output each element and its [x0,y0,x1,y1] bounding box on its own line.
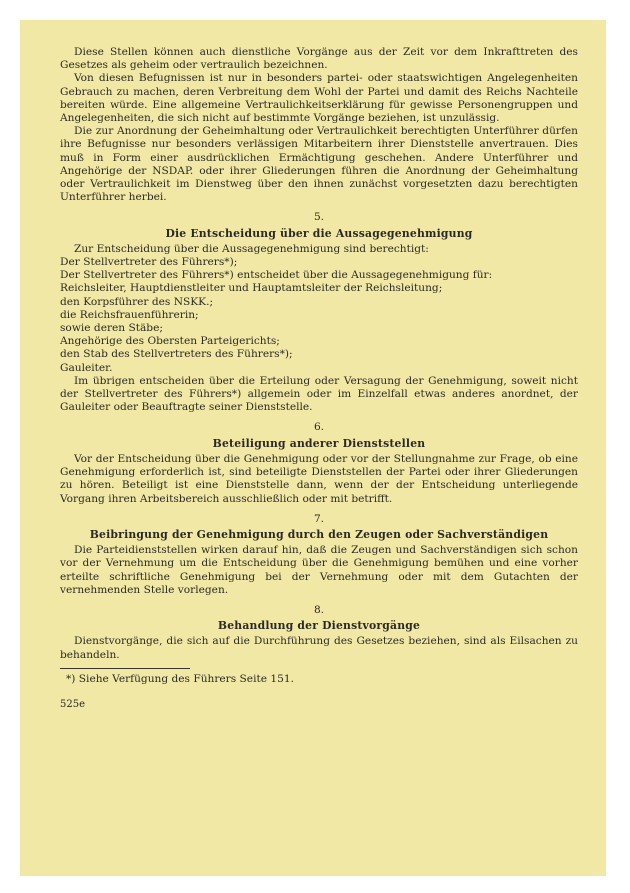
section-7-text: Die Parteidienststellen wirken darauf hin, daß die Zeugen und Sachverständigen sich schon vor der Vernehmung um die Entscheidung über die Genehmigung bemühen und eine vorher erteilte schriftliche Genehmigung bei der Vernehmung oder mit dem Gutachten der vernehmenden Stelle vorlegen. [60,544,578,596]
section-5-closing: Im übrigen entscheiden über die Erteilung oder Versagung der Genehmigung, soweit nicht der Stellvertreter des Führers*) allgemein oder im Einzelfall etwas anderes anordnet, der Gauleiter oder Beauftragte seiner Dienststelle. [60,374,578,414]
section-5-line: Angehörige des Obersten Parteigerichts; [60,335,280,348]
page-number: 525e [60,698,86,710]
section-5-line: Der Stellvertreter des Führers*); [60,256,238,269]
section-7-number: 7. [313,512,325,525]
section-5-line: sowie deren Stäbe; [60,322,163,335]
footnote-divider [60,668,190,669]
section-7-title: Beibringung der Genehmigung durch den Zeugen oder Sachverständigen [89,527,549,541]
intro-paragraph-2: Von diesen Befugnissen ist nur in besonders partei- oder staatswichtigen Angelegenheiten Gebrauch zu machen, deren Verbreitung dem Wohl der Partei und damit des Reichs Nachteile bereiten würde. Eine allgemeine Vertraulichkeitserklärung für gewisse Personengruppen und Angelegenheiten, die sich nicht auf bestimmte Vorgänge beziehen, ist unzulässig. [60,72,578,125]
section-6-text: Vor der Entscheidung über die Genehmigung oder vor der Stellungnahme zur Frage, ob eine Genehmigung erforderlich ist, sind beteiligte Dienststellen der Partei oder ihrer Gliederungen zu hören. Beteiligt ist eine Dienststelle dann, wenn der der Entscheidung unterliegende Vorgang ihren Arbeitsbereich ausschließlich oder mit betrifft. [60,452,578,505]
section-5-line: den Stab des Stellvertreters des Führers*); [60,348,293,361]
section-5-line: Reichsleiter, Hauptdienstleiter und Hauptamtsleiter der Reichsleitung; [60,282,443,295]
section-5-number: 5. [313,211,325,224]
footnote: *) Siehe Verfügung des Führers Seite 151. [66,672,294,685]
section-5-line: die Reichsfrauenführerin; [60,308,199,321]
section-8-number: 8. [313,603,325,616]
section-5-line: den Korpsführer des NSKK.; [60,295,214,308]
section-5-list [60,243,578,375]
document-page [20,20,606,876]
section-5-title: Die Entscheidung über die Aussagegenehmigung [165,226,473,240]
section-8-text: Dienstvorgänge, die sich auf die Durchführung des Gesetzes beziehen, sind als Eilsachen zu behandeln. [60,635,578,661]
section-5-line: Der Stellvertreter des Führers*) entscheidet über die Aussagegenehmigung für: [60,269,493,282]
intro-paragraph-1: Diese Stellen können auch dienstliche Vorgänge aus der Zeit vor dem Inkrafttreten des Gesetzes als geheim oder vertraulich bezeichnen. [60,46,578,72]
section-8-title: Behandlung der Dienstvorgänge [217,619,421,633]
section-5-line: Zur Entscheidung über die Aussagegenehmigung sind berechtigt: [74,242,429,255]
intro-paragraph-3: Die zur Anordnung der Geheimhaltung oder Vertraulichkeit berechtigten Unterführer dürfen ihre Befugnisse nur besonders verlässigen Mitarbeitern ihrer Dienststelle anvertrauen. Dies muß in Form einer ausdrücklichen Ermächtigung geschehen. Andere Unterführer und Angehörige der NSDAP. oder ihrer Gliederungen führen die Anordnung der Geheimhaltung oder Vertraulichkeit im Dienstweg über den ihnen zunächst vorgesetzten dazu berechtigten Unterführer herbei. [60,125,578,204]
section-6-title: Beteiligung anderer Dienststellen [212,436,426,450]
section-5-line: Gauleiter. [60,361,113,374]
section-6-number: 6. [313,421,325,434]
